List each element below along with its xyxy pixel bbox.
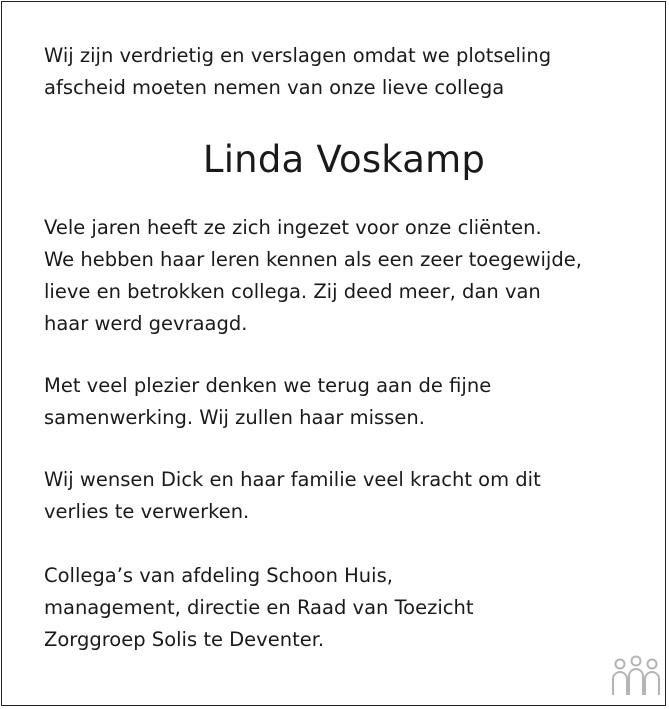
- paragraph-memories: [44, 370, 644, 434]
- signature-line: Collega’s van afdeling Schoon Huis,: [44, 564, 393, 587]
- signature: [44, 560, 644, 656]
- signature-line: management, directie en Raad van Toezicht: [44, 596, 474, 619]
- intro-line: afscheid moeten nemen van onze lieve collega: [44, 76, 505, 99]
- intro-text: [44, 40, 644, 104]
- people-group-icon: [610, 655, 662, 697]
- paragraph-line: Met veel plezier denken we terug aan de fijne: [44, 374, 492, 397]
- deceased-name: Linda Voskamp: [202, 138, 486, 181]
- announcement-frame: [1, 1, 666, 706]
- paragraph-tribute: [44, 212, 644, 340]
- paragraph-line: samenwerking. Wij zullen haar missen.: [44, 406, 425, 429]
- paragraph-line: Vele jaren heeft ze zich ingezet voor onze cliënten.: [44, 216, 542, 239]
- signature-line: Zorggroep Solis te Deventer.: [44, 628, 325, 651]
- paragraph-line: lieve en betrokken collega. Zij deed meer, dan van: [44, 280, 541, 303]
- paragraph-line: We hebben haar leren kennen als een zeer toegewijde,: [44, 248, 582, 271]
- paragraph-line: verlies te verwerken.: [44, 500, 250, 523]
- paragraph-line: Wij wensen Dick en haar familie veel kracht om dit: [44, 468, 541, 491]
- paragraph-line: haar werd gevraagd.: [44, 312, 248, 335]
- intro-line: Wij zijn verdrietig en verslagen omdat we plotseling: [44, 44, 552, 67]
- announcement-content: [44, 40, 644, 656]
- paragraph-condolence: [44, 464, 644, 528]
